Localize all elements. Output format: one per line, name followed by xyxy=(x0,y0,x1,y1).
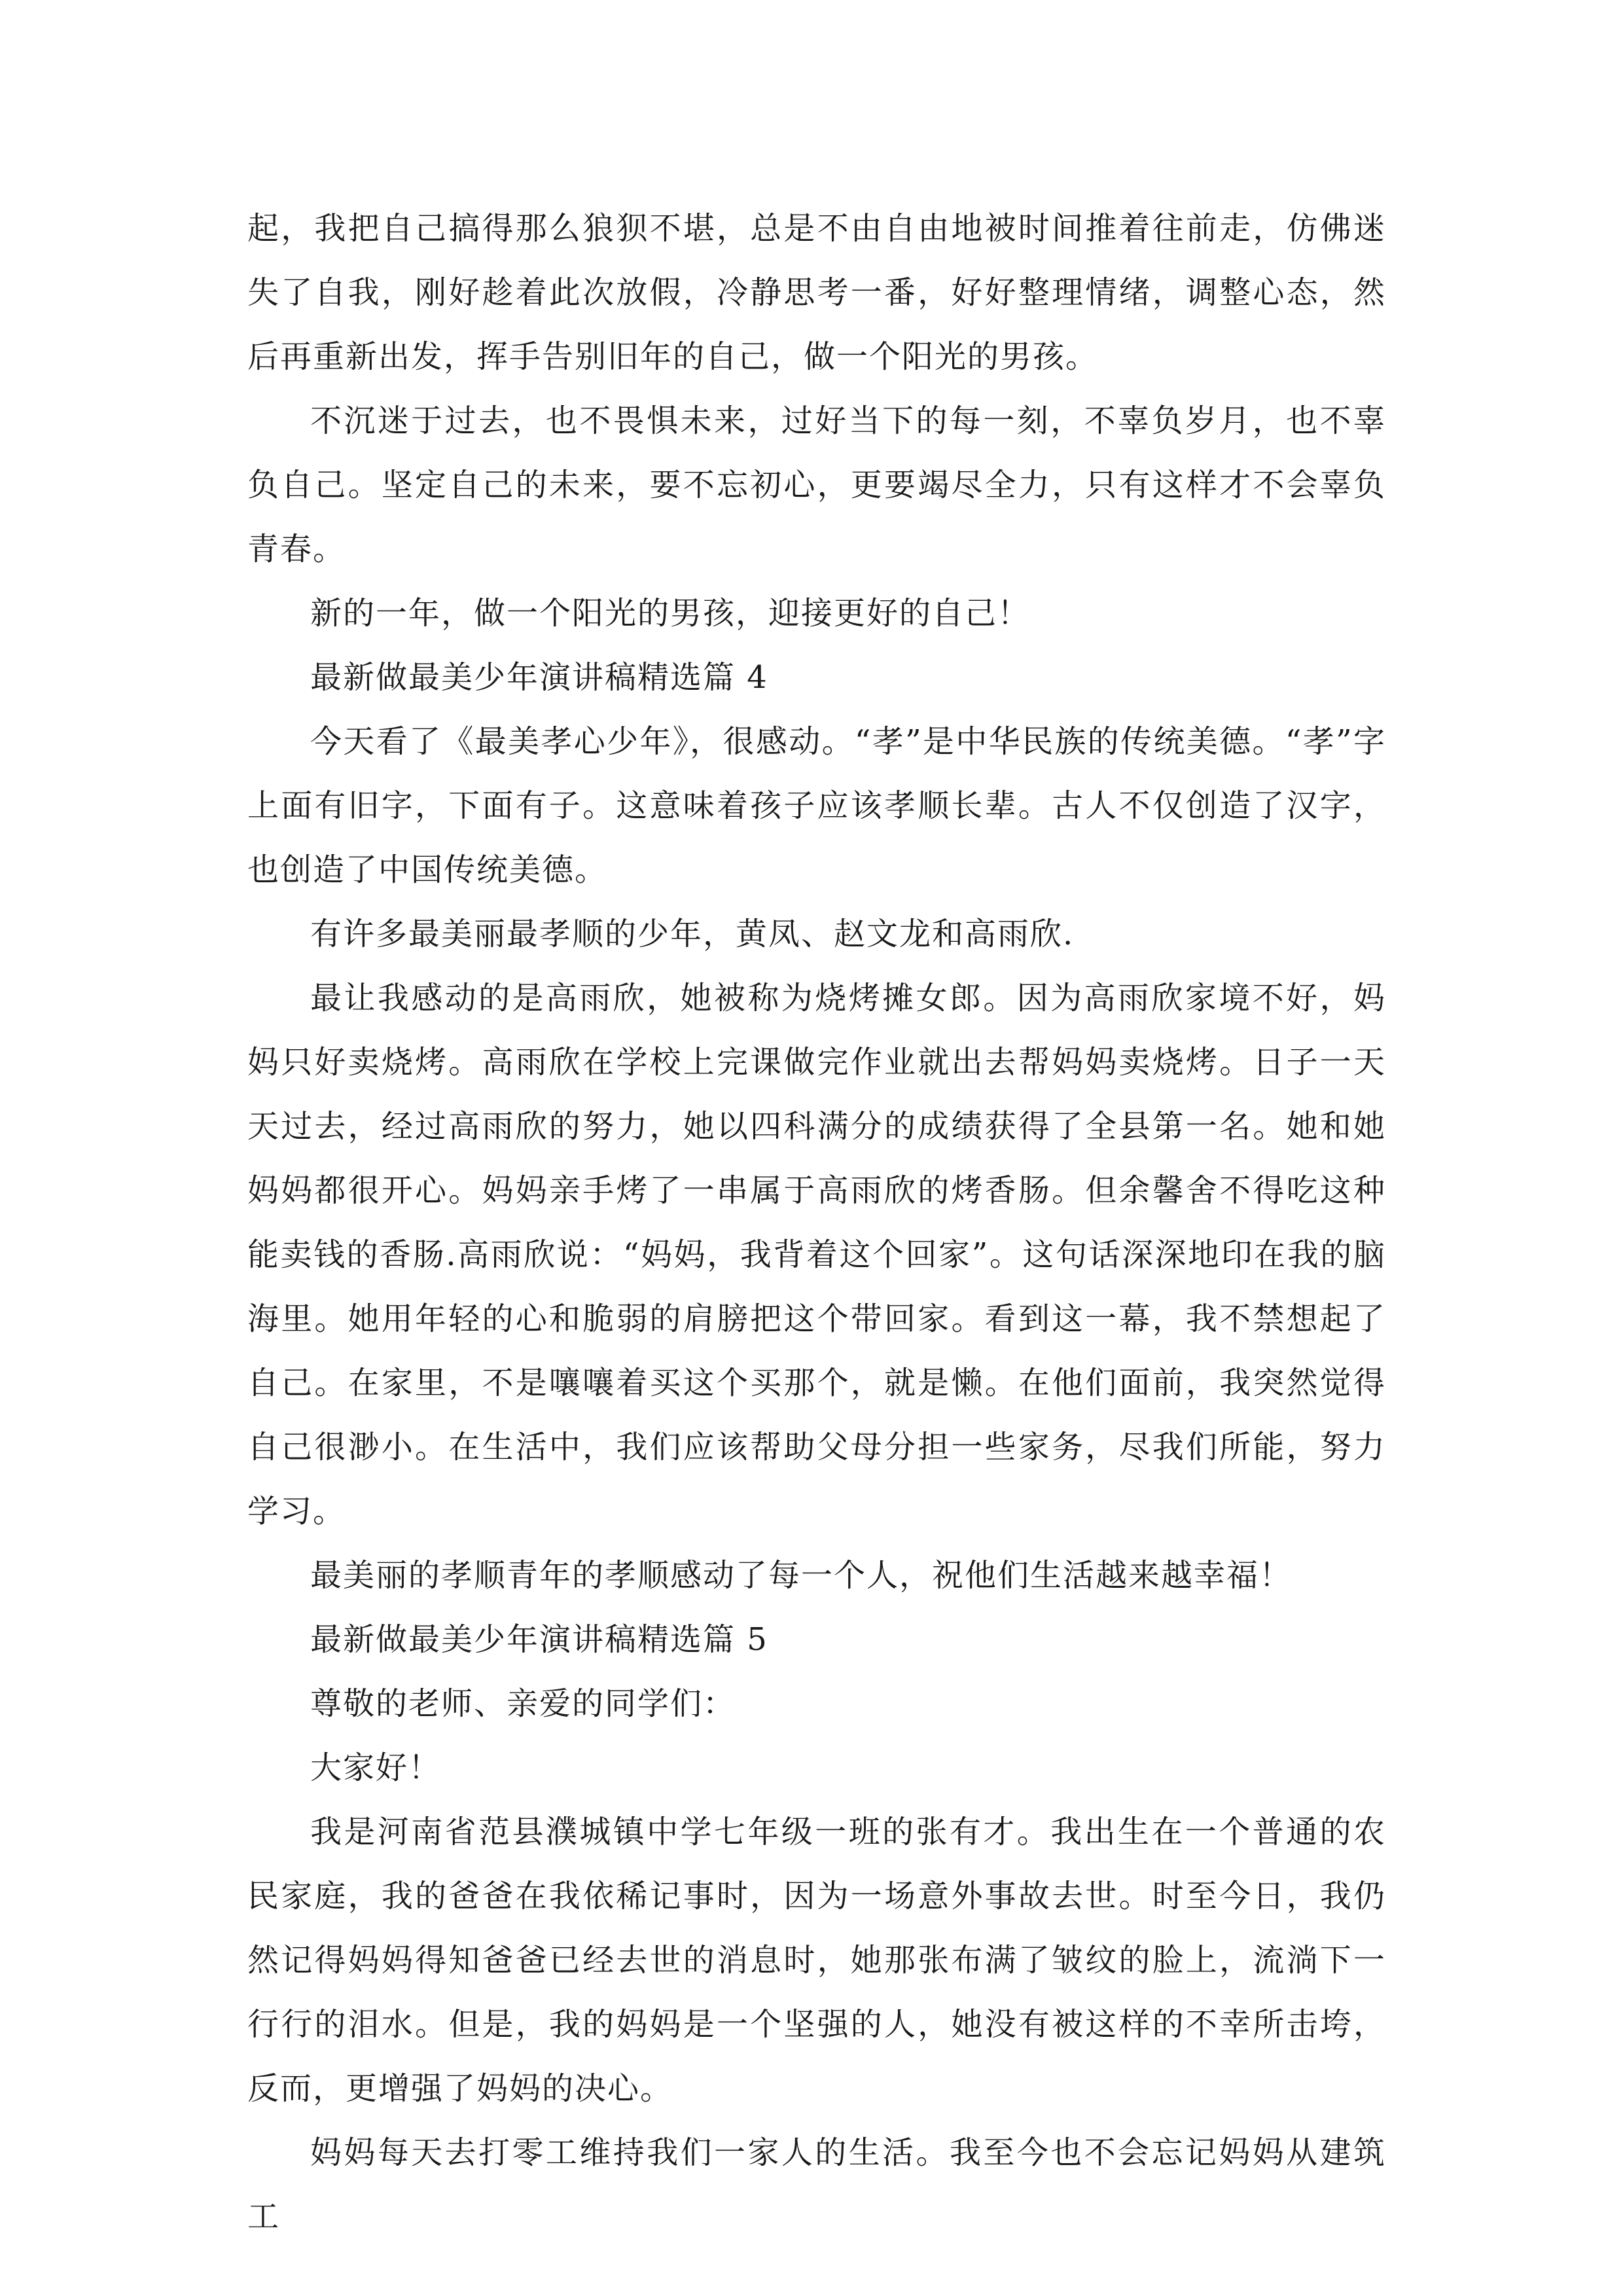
paragraph: 最美丽的孝顺青年的孝顺感动了每一个人，祝他们生活越来越幸福！ xyxy=(310,1557,1293,1594)
greeting: 大家好！ xyxy=(310,1749,442,1786)
paragraph: 有许多最美丽最孝顺的少年，黄凤、赵文龙和高雨欣. xyxy=(310,916,1075,952)
paragraph: 新的一年，做一个阳光的男孩，迎接更好的自己！ xyxy=(310,595,1031,632)
paragraph: 我是河南省范县濮城镇中学七年级一班的张有才。我出生在一个普通的农民家庭，我的爸爸在我依稀记事时，因为一场意外事故去世。时至今日，我仍然记得妈妈得知爸爸已经去世的消息时，她那张布满了皱纹的脸上，流淌下一行行的泪水。但是，我的妈妈是一个坚强的人，她没有被这样的不幸所击垮，反而，更增强了妈妈的决心。 xyxy=(247,1814,1386,2107)
paragraph: 最让我感动的是高雨欣，她被称为烧烤摊女郎。因为高雨欣家境不好，妈妈只好卖烧烤。高雨欣在学校上完课做完作业就出去帮妈妈卖烧烤。日子一天天过去，经过高雨欣的努力，她以四科满分的成绩获得了全县第一名。她和她妈妈都很开心。妈妈亲手烤了一串属于高雨欣的烤香肠。但余馨舍不得吃这种能卖钱的香肠.高雨欣说：“妈妈，我背着这个回家”。这句话深深地印在我的脑海里。她用年轻的心和脆弱的肩膀把这个带回家。看到这一幕，我不禁想起了自己。在家里，不是嚷嚷着买这个买那个，就是懒。在他们面前，我突然觉得自己很渺小。在生活中，我们应该帮助父母分担一些家务，尽我们所能，努力学习。 xyxy=(247,980,1386,1530)
paragraph: 妈妈每天去打零工维持我们一家人的生活。我至今也不会忘记妈妈从建筑工 xyxy=(247,2134,1386,2235)
salutation: 尊敬的老师、亲爱的同学们： xyxy=(310,1685,736,1722)
paragraph: 不沉迷于过去，也不畏惧未来，过好当下的每一刻，不辜负岁月，也不辜负自己。坚定自己的未来，要不忘初心，更要竭尽全力，只有这样才不会辜负青春。 xyxy=(247,403,1386,567)
paragraph: 今天看了《最美孝心少年》，很感动。“孝”是中华民族的传统美德。“孝”字上面有旧字，下面有子。这意味着孩子应该孝顺长辈。古人不仅创造了汉字，也创造了中国传统美德。 xyxy=(247,723,1386,888)
section-heading: 最新做最美少年演讲稿精选篇 4 xyxy=(310,659,768,696)
document-body xyxy=(247,196,1386,2249)
paragraph: 起，我把自己搞得那么狼狈不堪，总是不由自由地被时间推着往前走，仿佛迷失了自我，刚好趁着此次放假，冷静思考一番，好好整理情绪，调整心态，然后再重新出发，挥手告别旧年的自己，做一个阳光的男孩。 xyxy=(247,210,1386,375)
section-heading: 最新做最美少年演讲稿精选篇 5 xyxy=(310,1621,768,1658)
